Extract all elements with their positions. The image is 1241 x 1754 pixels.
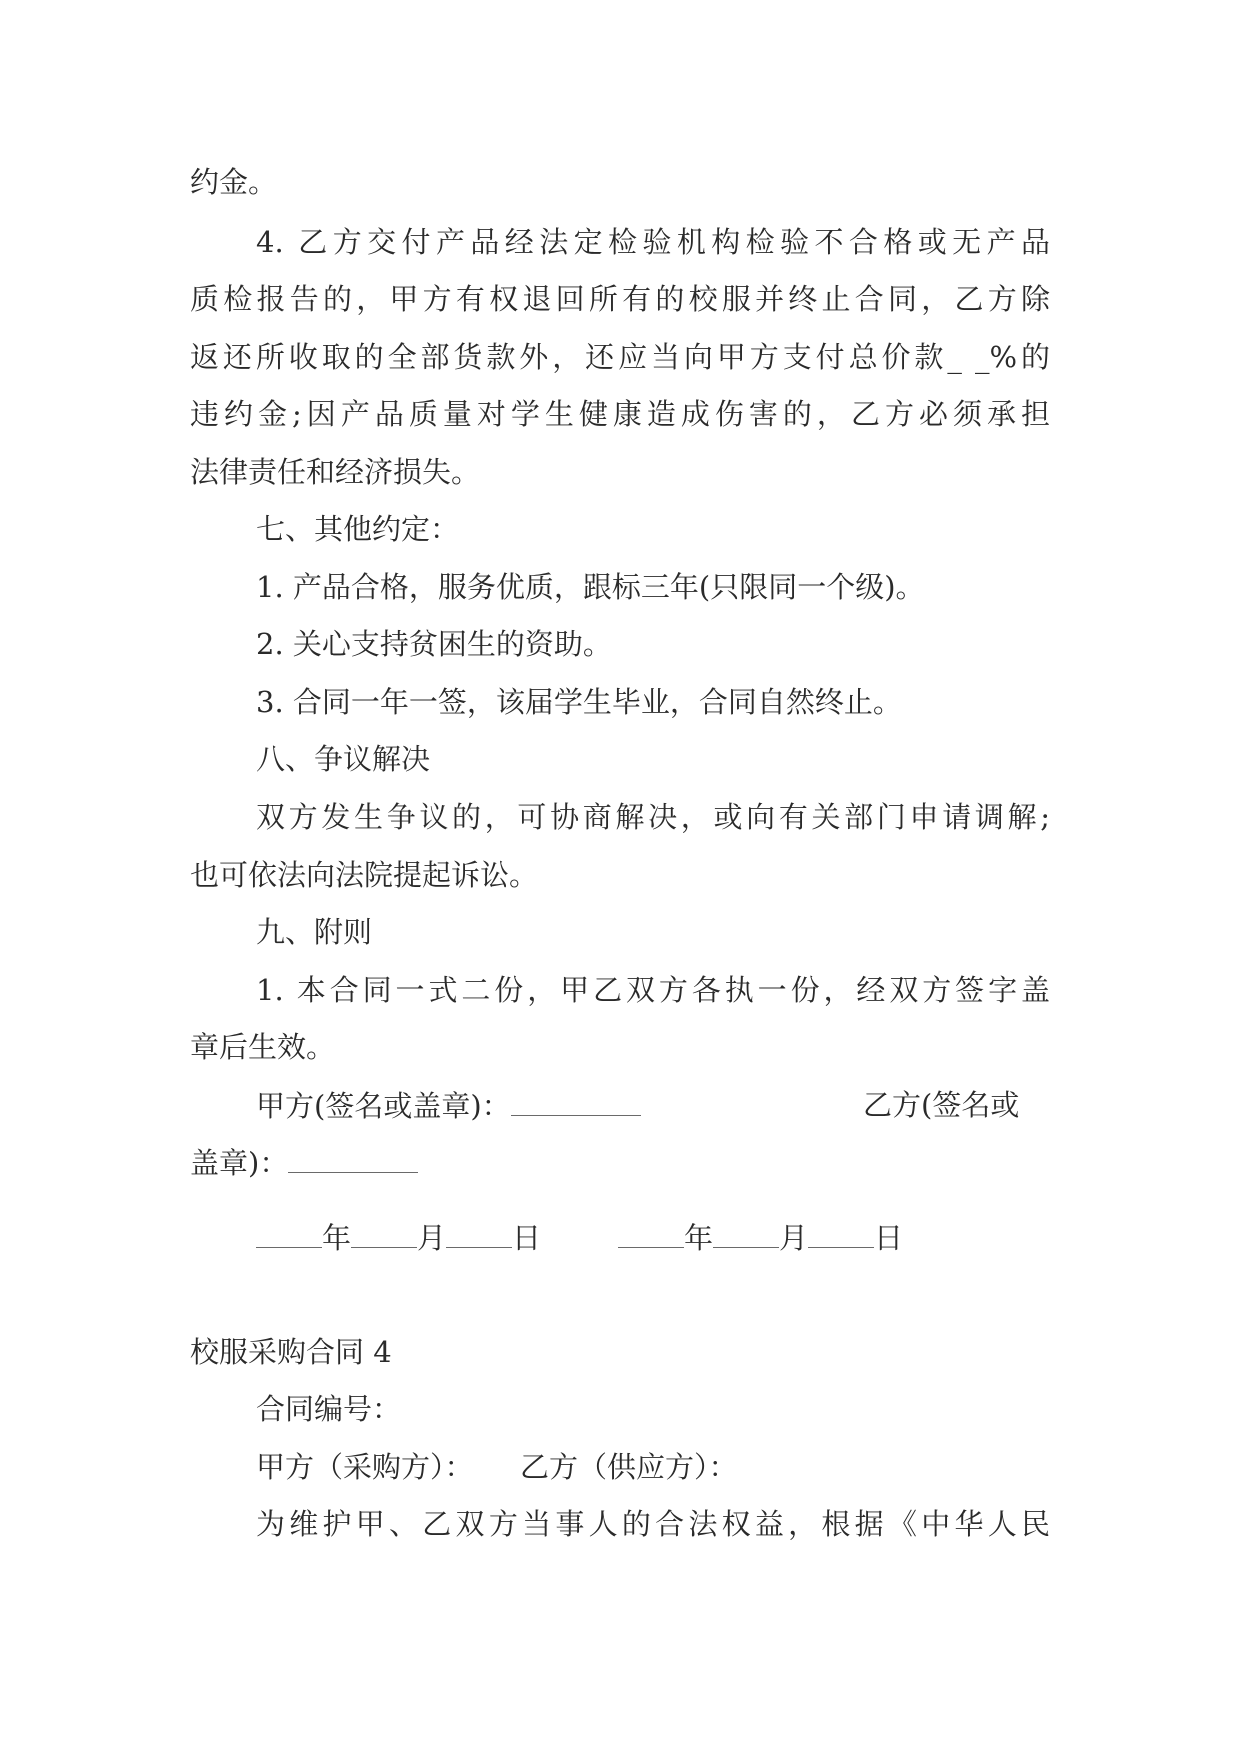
party-b-date	[618, 1217, 903, 1258]
month-blank	[351, 1217, 417, 1248]
day-label: 日	[512, 1221, 542, 1255]
text-line: 也可依法向法院提起诉讼。	[190, 858, 539, 892]
month-blank	[713, 1217, 779, 1248]
party-b-signature-blank	[288, 1142, 418, 1173]
month-label: 月	[417, 1221, 447, 1255]
party-b-signature-label-cont: 盖章)：	[190, 1146, 289, 1180]
year-label: 年	[322, 1221, 352, 1255]
text-line: 质检报告的，甲方有权退回所有的校服并终止合同，乙方除	[190, 282, 1050, 316]
party-b-signature-line	[190, 1142, 418, 1183]
text-line: 4. 乙方交付产品经法定检验机构检验不合格或无产品	[256, 225, 1050, 259]
text-line: 1. 本合同一式二份，甲乙双方各执一份，经双方签字盖	[256, 973, 1050, 1007]
section-heading: 七、其他约定：	[256, 512, 460, 546]
party-a-signature-label: 甲方(签名或盖章)：	[256, 1089, 511, 1123]
text-line: 2. 关心支持贫困生的资助。	[256, 627, 612, 661]
contract-number-label: 合同编号：	[256, 1392, 402, 1426]
text-line: 双方发生争议的，可协商解决，或向有关部门申请调解;	[256, 800, 1050, 834]
text-line: 1. 产品合格，服务优质，跟标三年(只限同一个级)。	[256, 570, 925, 604]
section-heading: 九、附则	[256, 915, 373, 949]
text-line: 返还所收取的全部货款外，还应当向甲方支付总价款_ _%的	[190, 340, 1050, 374]
year-blank	[256, 1217, 322, 1248]
party-a-label: 甲方（采购方）：	[256, 1450, 474, 1484]
text-line: 法律责任和经济损失。	[190, 455, 481, 489]
day-blank	[808, 1217, 874, 1248]
day-label: 日	[874, 1221, 904, 1255]
month-label: 月	[779, 1221, 809, 1255]
text-line: 违约金;因产品质量对学生健康造成伤害的，乙方必须承担	[190, 397, 1050, 431]
text-line: 为维护甲、乙双方当事人的合法权益，根据《中华人民	[256, 1507, 1050, 1541]
document-title: 校服采购合同 4	[190, 1335, 392, 1369]
text-line: 3. 合同一年一签，该届学生毕业，合同自然终止。	[256, 685, 902, 719]
party-a-date	[256, 1217, 541, 1258]
party-a-signature-blank	[511, 1085, 641, 1116]
day-blank	[446, 1217, 512, 1248]
year-label: 年	[684, 1221, 714, 1255]
year-blank	[618, 1217, 684, 1248]
text-line: 章后生效。	[190, 1030, 336, 1064]
party-b-label: 乙方（供应方）：	[520, 1450, 738, 1484]
section-heading: 八、争议解决	[256, 742, 431, 776]
party-a-signature-line	[256, 1085, 641, 1126]
party-b-signature-label: 乙方(签名或	[863, 1088, 1020, 1122]
text-line: 约金。	[190, 165, 278, 199]
